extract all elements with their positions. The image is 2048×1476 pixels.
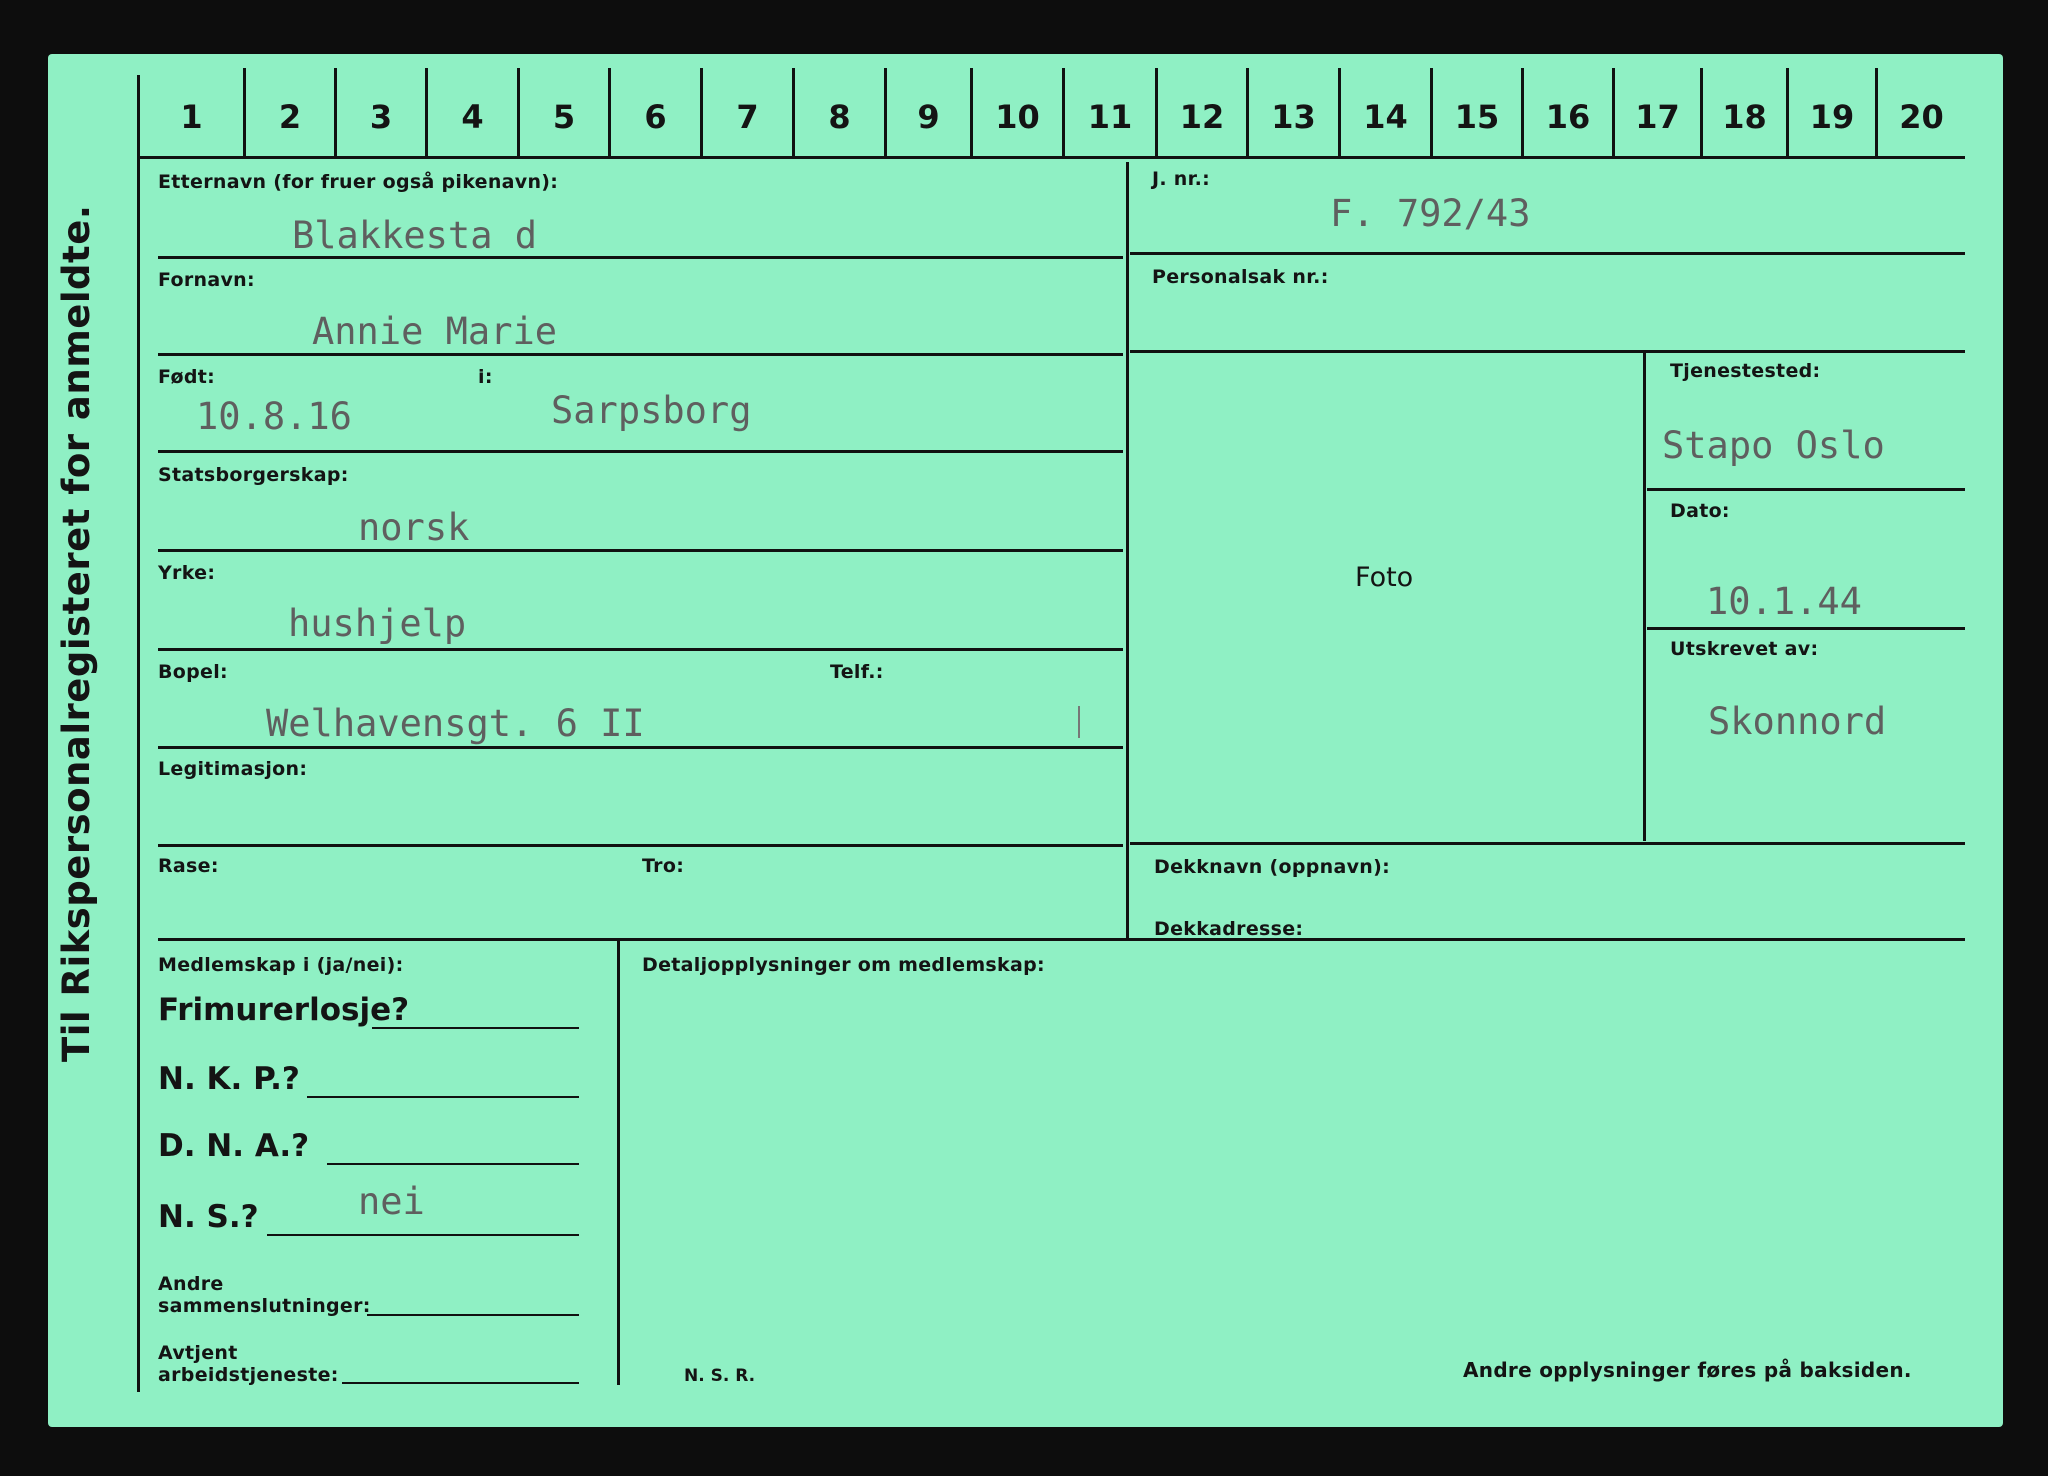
value-bopel: Welhavensgt. 6 II <box>266 702 645 745</box>
column-number: 12 <box>1179 98 1225 136</box>
line-fornavn <box>158 353 1123 356</box>
membership-divider <box>617 941 620 1385</box>
value-etternavn: Blakkesta d <box>292 214 538 257</box>
label-jnr: J. nr.: <box>1152 168 1211 190</box>
line-ns <box>267 1234 579 1236</box>
label-dato: Dato: <box>1670 500 1730 522</box>
main-divider <box>1126 162 1129 940</box>
side-title: Til Rikspersonalregisteret for anmeldte. <box>55 204 98 1062</box>
label-yrke: Yrke: <box>158 562 216 584</box>
line-foto-bottom <box>1130 842 1965 845</box>
line-personalsak <box>1130 350 1965 353</box>
label-i: i: <box>478 366 493 388</box>
label-fodt: Født: <box>158 366 216 388</box>
value-dato: 10.1.44 <box>1706 580 1862 623</box>
label-tro: Tro: <box>642 855 685 877</box>
line-andre <box>367 1314 579 1316</box>
value-fodt: 10.8.16 <box>196 395 352 438</box>
label-dekkadresse: Dekkadresse: <box>1154 918 1304 940</box>
line-avtjent <box>342 1382 579 1384</box>
label-frimurerlosje: Frimurerlosje? <box>158 992 410 1028</box>
label-medlemskap: Medlemskap i (ja/nei): <box>158 954 404 976</box>
column-number: 9 <box>917 98 940 136</box>
value-jnr: F. 792/43 <box>1330 192 1531 235</box>
value-ns: nei <box>358 1180 425 1223</box>
column-number: 20 <box>1899 98 1944 136</box>
column-number: 6 <box>644 98 667 136</box>
label-legitimasjon: Legitimasjon: <box>158 758 308 780</box>
column-number: 7 <box>736 98 759 136</box>
line-dna <box>327 1163 579 1165</box>
line-jnr <box>1130 252 1965 255</box>
column-number: 4 <box>461 98 484 136</box>
column-number: 16 <box>1545 98 1591 136</box>
label-andre-2: sammenslutninger: <box>158 1295 371 1317</box>
value-fodested: Sarpsborg <box>551 389 752 432</box>
label-nsr: N. S. R. <box>684 1366 756 1386</box>
line-fodt <box>158 450 1123 453</box>
column-number: 13 <box>1271 98 1316 136</box>
label-utskrevet: Utskrevet av: <box>1670 638 1819 660</box>
value-fornavn: Annie Marie <box>312 310 558 353</box>
label-telf: Telf.: <box>830 661 884 683</box>
label-rase: Rase: <box>158 855 219 877</box>
column-number: 11 <box>1087 98 1133 136</box>
label-dna: D. N. A.? <box>158 1128 310 1164</box>
line-statsborgerskap <box>158 549 1123 552</box>
column-number: 10 <box>995 98 1040 136</box>
foto-divider <box>1643 353 1646 841</box>
line-nkp <box>307 1096 579 1098</box>
label-detaljer: Detaljopplysninger om medlemskap: <box>642 954 1045 976</box>
value-utskrevet: Skonnord <box>1708 700 1887 743</box>
column-number: 3 <box>369 98 393 136</box>
label-tjenestested: Tjenestested: <box>1670 360 1821 382</box>
label-personalsak: Personalsak nr.: <box>1152 266 1329 288</box>
column-number: 17 <box>1635 98 1680 136</box>
line-tjenestested <box>1647 488 1965 491</box>
label-nkp: N. K. P.? <box>158 1061 300 1097</box>
line-dato <box>1647 627 1965 630</box>
label-ns: N. S.? <box>158 1199 259 1235</box>
column-header-bottom-line <box>137 156 1965 159</box>
value-tjenestested: Stapo Oslo <box>1662 424 1885 467</box>
label-dekknavn: Dekknavn (oppnavn): <box>1154 856 1390 878</box>
label-foto: Foto <box>1355 562 1414 593</box>
telf-mark <box>1078 706 1080 738</box>
label-bopel: Bopel: <box>158 661 228 683</box>
line-bopel <box>158 746 1123 749</box>
value-yrke: hushjelp <box>288 602 467 645</box>
column-number: 14 <box>1363 98 1408 136</box>
column-number: 15 <box>1454 98 1500 136</box>
label-fornavn: Fornavn: <box>158 269 255 291</box>
column-number: 18 <box>1722 98 1767 136</box>
label-avtjent-1: Avtjent <box>158 1342 238 1364</box>
value-statsborgerskap: norsk <box>358 506 470 549</box>
left-border-line <box>137 75 140 1392</box>
column-number: 19 <box>1809 98 1855 136</box>
label-etternavn: Etternavn (for fruer også pikenavn): <box>158 171 559 193</box>
label-avtjent-2: arbeidstjeneste: <box>158 1364 339 1386</box>
column-number: 2 <box>278 98 302 136</box>
line-legitimasjon <box>158 844 1123 847</box>
column-number: 5 <box>552 98 576 136</box>
line-yrke <box>158 648 1123 651</box>
column-number: 1 <box>180 98 203 136</box>
column-number: 8 <box>828 98 851 136</box>
label-statsborgerskap: Statsborgerskap: <box>158 464 349 486</box>
line-membership-top <box>158 938 1965 941</box>
footer-note: Andre opplysninger føres på baksiden. <box>1463 1358 1912 1382</box>
label-andre-1: Andre <box>158 1273 224 1295</box>
